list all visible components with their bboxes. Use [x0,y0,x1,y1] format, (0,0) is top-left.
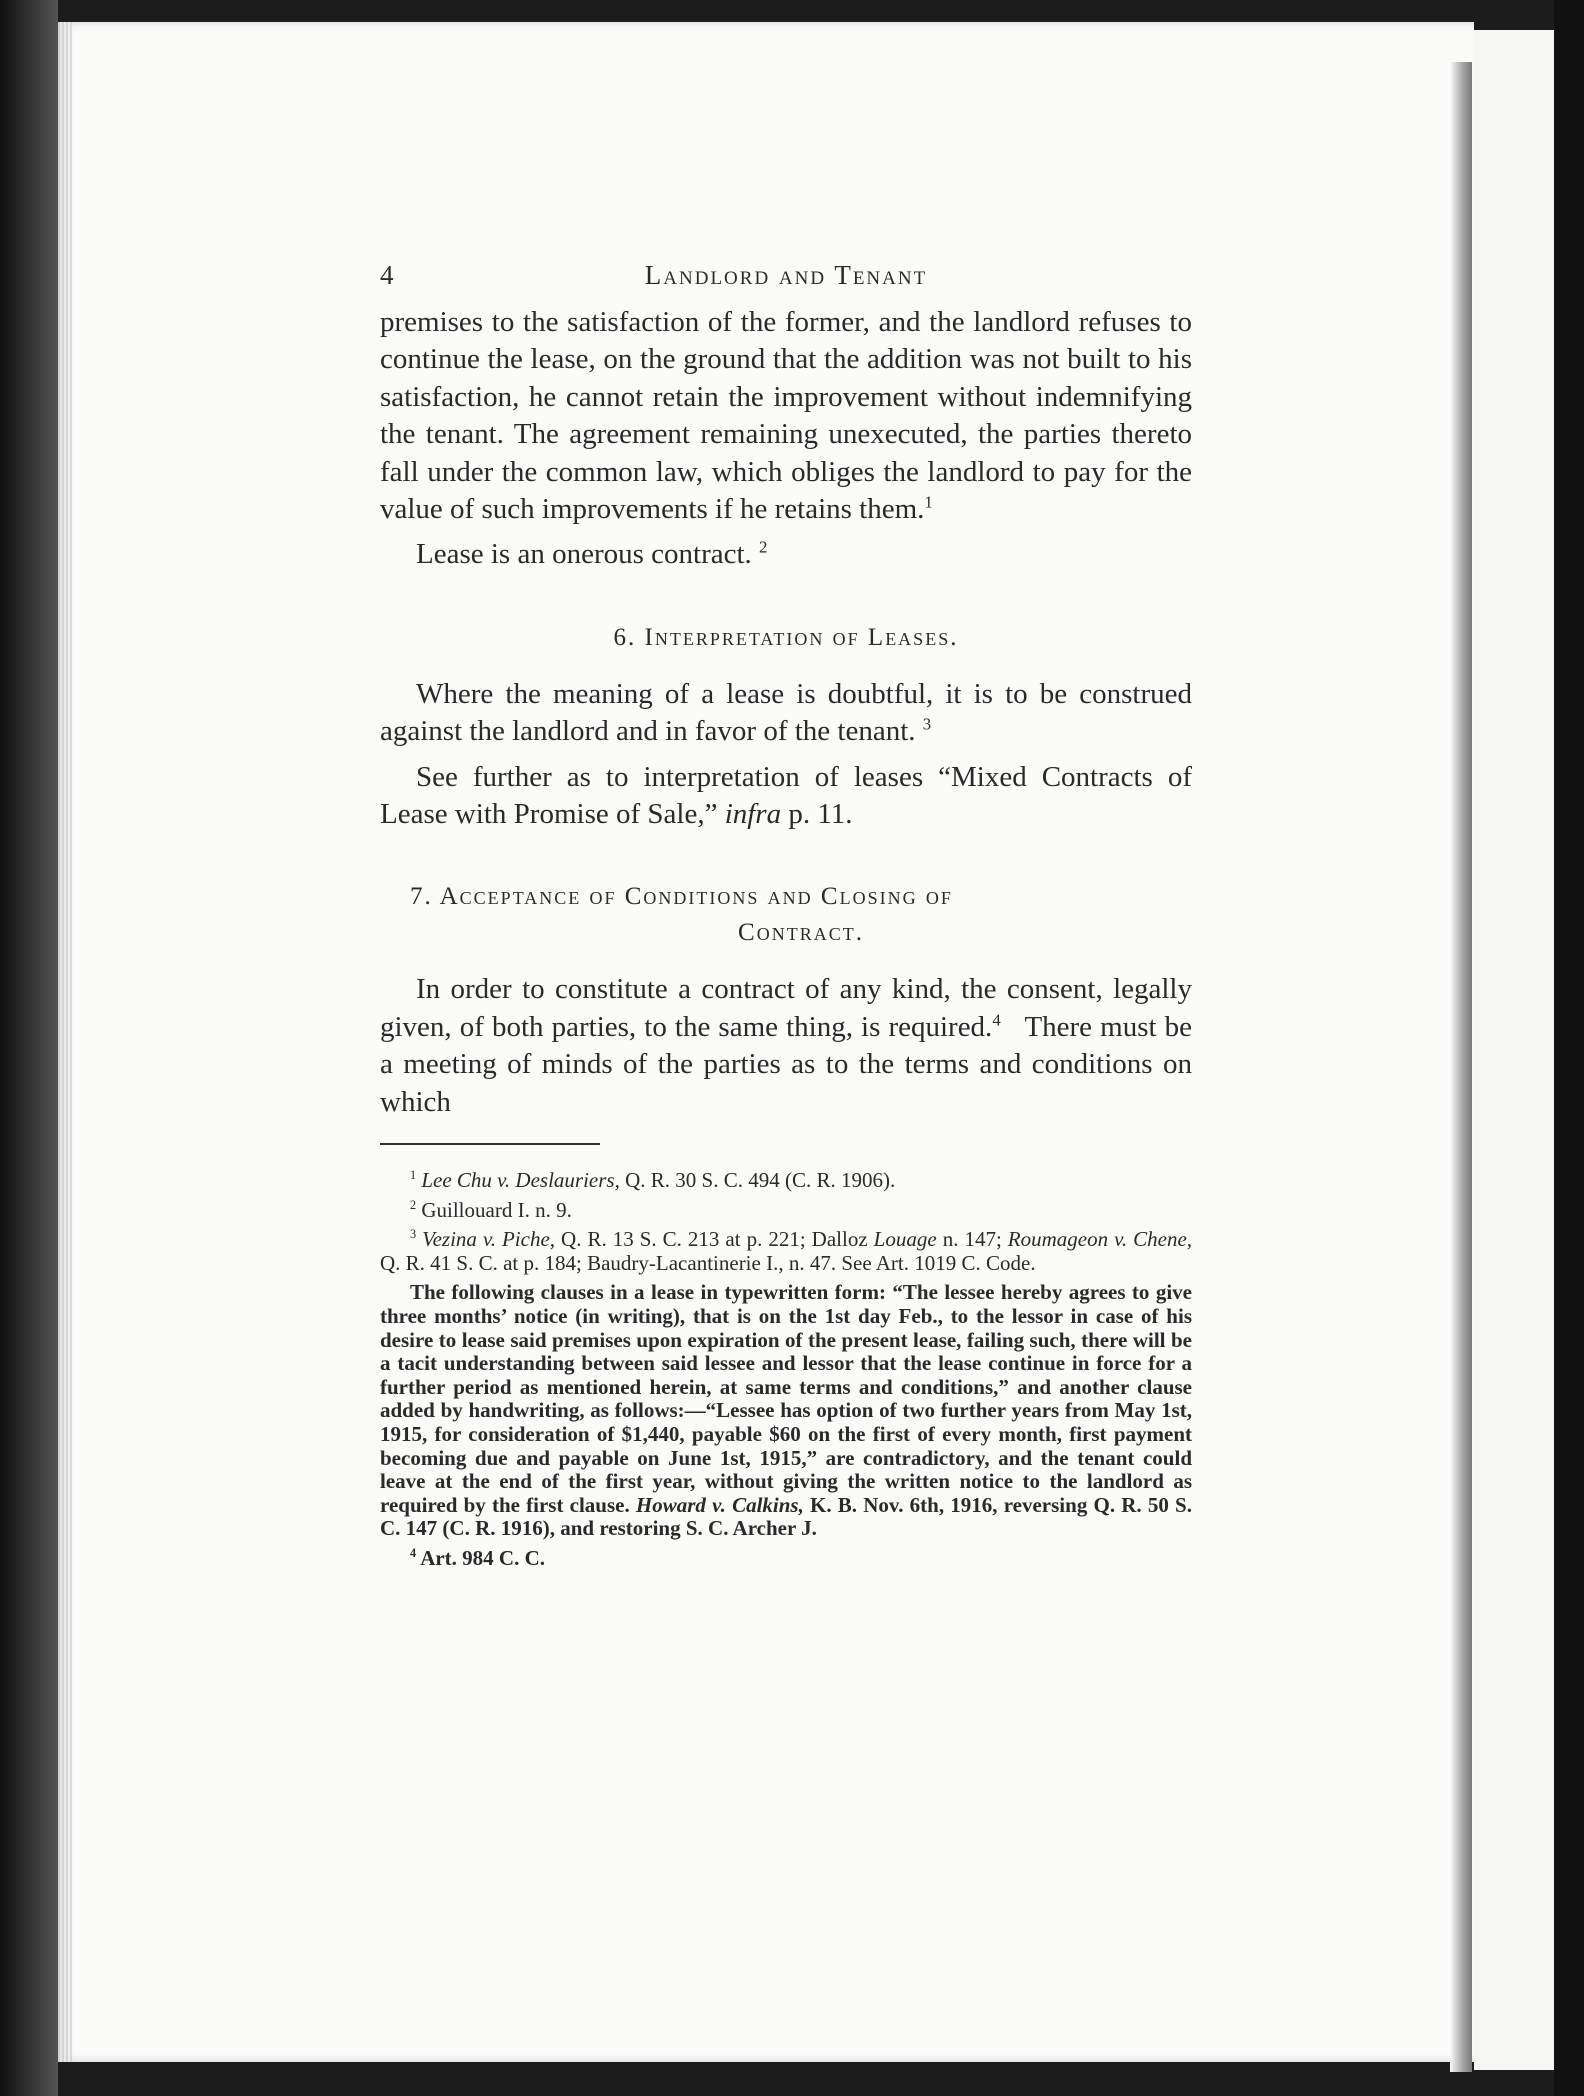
footnote-ref-1: 1 [924,492,933,512]
footnote-rule [380,1143,600,1145]
page-content [380,260,1192,1577]
section-heading-7-line2: Contract. [738,919,864,947]
footnote-1: $^1$ Lee Chu v. Deslauriers, Q. R. 30 S. C. 494 (C. R. 1906). [410,1168,896,1193]
footnote-3-continuation: The following clauses in a lease in typewritten form: “The lessee hereby agrees to give three months’ notice (in writing), that is on the 1st day Feb., to the lessor in case of his desire to lease said premises upon expiration of the present lease, failing such, there will be a tacit understanding between said lessee and lessor that the lease continue in force for a further period as mentioned herein, at same terms and conditions,” and another clause added by handwriting, as follows:—“Lessee has option of two further years from May 1st, 1915, for consideration of $1,440, payable $60 on the first of every month, first payment becoming due and payable on June 1st, 1915,” are contradictory, and the tenant could leave at the end of the first year, without giving the written notice to the landlord as required by the first clause. Howard v. Calkins, K. B. Nov. 6th, 1916, reversing Q. R. 50 S. C. 147 (C. R. 1916), and restoring S. C. Archer J. [380,1280,1192,1541]
section-heading-7-line1: 7. Acceptance of Conditions and Closing of [410,883,953,911]
paragraph-2: Lease is an onerous contract. $^2$ [416,537,768,571]
section-heading-6: 6. Interpretation of Leases. [613,623,959,651]
scan-border-right [1554,0,1584,2096]
page-gutter-shadow [1450,62,1472,2072]
paragraph-1: premises to the satisfaction of the former, and the landlord refuses to continue the lease, on the ground that the addition was not built to his satisfaction, he cannot retain the improvement without indemnifying the tenant. The agreement remaining unexecuted, the parties thereto fall under the common law, which obliges the landlord to pay for the value of such improvements if he retains them.$^1$ [380,306,1192,526]
running-head [380,260,1192,304]
footnotes [380,1169,1192,1571]
paragraph-5: In order to constitute a contract of any kind, the consent, legally given, of both parties, to the same thing, is required.$^4$ There must be a meeting of minds of the parties as to the terms and conditions on which [380,973,1192,1118]
footnote-3: $^3$ Vezina v. Piche, Q. R. 13 S. C. 213 at p. 221; Dalloz Louage n. 147; Roumageon v. Chene, Q. R. 41 S. C. at p. 184; Baudry-Lacantinerie I., n. 47. See Art. 1019 C. Code. [380,1227,1193,1275]
footnote-ref-4: 4 [992,1010,1001,1030]
footnote-ref-3: 3 [922,714,932,734]
page-number: 4 [380,260,394,290]
facing-page-edge [1474,30,1554,2070]
paragraph-4: See further as to interpretation of leases “Mixed Contracts of Lease with Promise of Sale,” infra p. 11. [380,760,1192,831]
footnote-ref-2: 2 [759,537,768,557]
italic-infra: infra [724,798,782,831]
scan-border-left [0,0,58,2096]
paragraph-3: Where the meaning of a lease is doubtful, it is to be construed against the landlord and in favor of the tenant. $^3$ [380,677,1192,748]
footnote-4: $^4$ Art. 984 C. C. [410,1546,545,1570]
running-title: Landlord and Tenant [644,260,928,290]
section-heading-7 [380,879,1192,951]
body-text [380,304,1192,1121]
footnote-2: $^2$ Guillouard I. n. 9. [410,1197,572,1222]
page-edges [58,22,72,2062]
